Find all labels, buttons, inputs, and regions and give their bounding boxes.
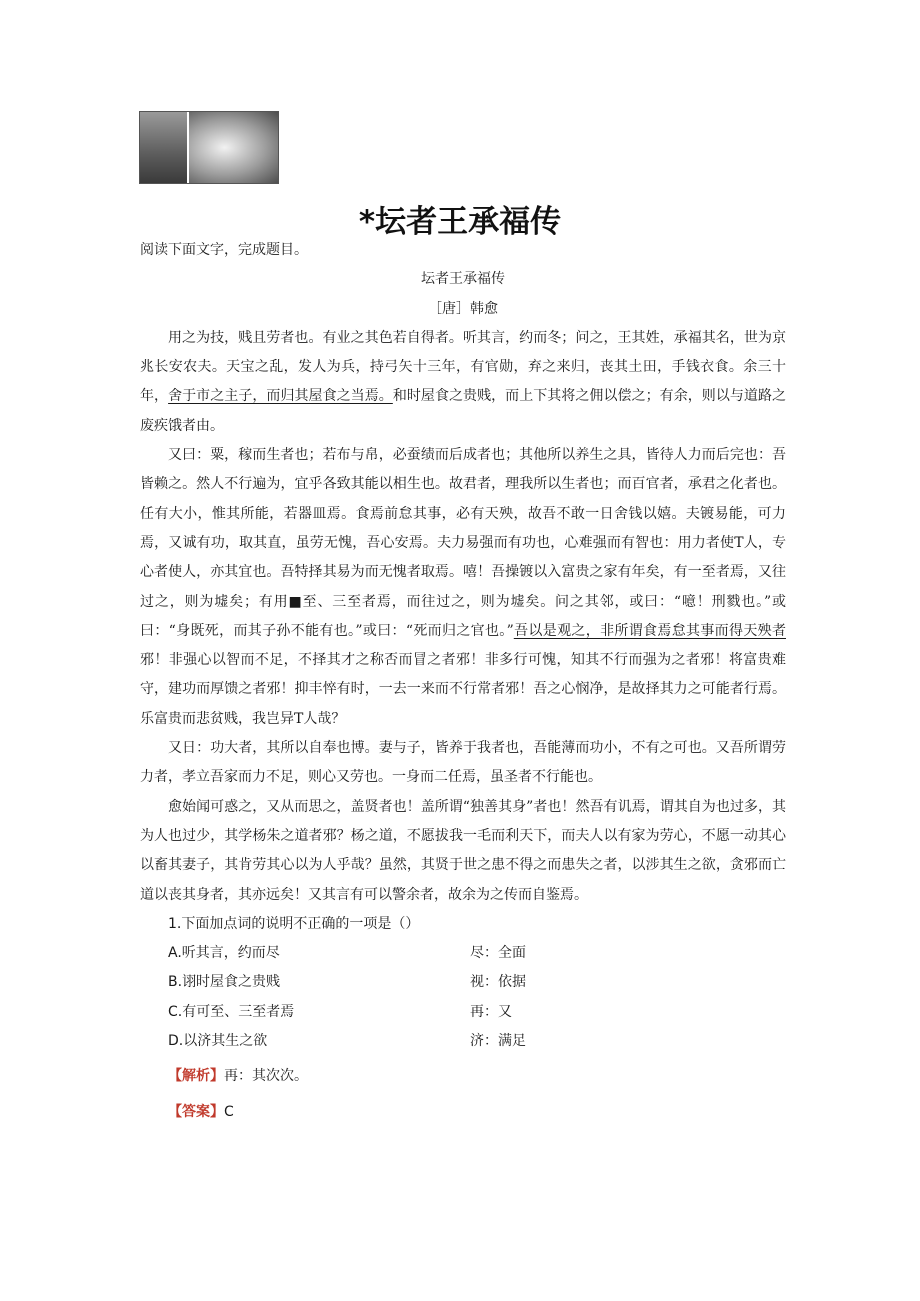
analysis xyxy=(140,1062,786,1091)
paragraph-3: 又日：功大者，其所以自奉也博。妻与子，皆养于我者也，吾能薄而功小，不有之可也。又吾所谓劳力者，孝立吾家而力不足，则心又劳也。一身而二任焉，虽圣者不行能也。 xyxy=(140,740,786,786)
paragraph-1 xyxy=(140,324,786,441)
paragraph-2-text-end: 邪！非强心以智而不足，不择其才之称否而冒之者邪！非多行可愧，知其不行而强为之者邪！将富贵难守，建功而厚馈之者邪！抑丰悴有时，一去一来而不行常者邪！吾之心悯净，是故择其力之可能者行焉。乐富贵而悲贫贱，我岂异T人哉？ xyxy=(140,652,786,727)
option-a xyxy=(140,939,786,968)
paragraph-4: 愈始闻可惑之，又从而思之，盖贤者也！盖所谓“独善其身”者也！然吾有讥焉，谓其自为也过多，其为人也过少，其学杨朱之道者邪？杨之道，不愿拔我一毛而利天下，而夫人以有家为劳心，不愿一动其心以畜其妻子，其肯劳其心以为人乎哉？虽然，其贤于世之患不得之而患失之者，以涉其生之欲，贪邪而亡道以丧其身者，其亦远矣！又其言有可以警余者，故余为之传而自鉴焉。 xyxy=(140,798,786,903)
option-text: 以济其生之欲 xyxy=(183,1033,268,1050)
question-text: .下面加点词的说明不正确的一项是（） xyxy=(176,915,420,932)
paragraph-2-text: 又曰：粟，稼而生者也；若布与帛，必蚕绩而后成者也；其他所以养生之具，皆待人力而后完也：吾皆赖之。然人不行遍为，宜乎各致其能以相生也。故君者，理我所以生者也；而百官者，承君之化者也。任有大小，惟其所能，若器皿焉。食焉前怠其事，必有天殃，故吾不敢一日舍钱以嬉。夫镀易能，可力焉，又诚有功，取其直，虽劳无愧，吾心安焉。夫力易强而有功也，心难强而有智也：用力者使T人，专心者使人，亦其宜也。吾特择其易为而无愧者取焉。嘻！吾操镀以入富贵之家有年矣，有一至者焉，又往过之，则为墟矣；有用■至、三至者焉，而往过之，则为墟矣。问之其邻，或曰：“噫！刑戮也。”或曰：“身既死，而其子孙不能有也。”或曰：“死而归之官也。” xyxy=(140,447,786,639)
option-label: B. xyxy=(168,974,183,991)
option-note: 尽：全面 xyxy=(470,945,526,962)
document-body xyxy=(140,236,786,1127)
option-c xyxy=(140,998,786,1027)
answer-tag: 【答案】 xyxy=(168,1103,224,1120)
answer-text: C xyxy=(224,1103,234,1120)
option-text: 有可至、三至者焉 xyxy=(182,1003,295,1020)
option-d xyxy=(140,1027,786,1056)
paragraph-1-text-end: 和时屋食之贵贱，而上下其将之佣以偿之；有余，则以与道路之废疾饿者由。 xyxy=(140,388,787,434)
option-text: 诩时屋食之贵贱 xyxy=(182,974,281,991)
option-label: A. xyxy=(168,945,182,962)
analysis-text: 再：其次次。 xyxy=(224,1068,308,1085)
option-b xyxy=(140,968,786,997)
illustration-figure-panel xyxy=(140,112,189,183)
option-note: 济：满足 xyxy=(470,1033,526,1050)
option-label: D. xyxy=(168,1033,184,1050)
header-illustration xyxy=(139,111,279,184)
option-note: 再：又 xyxy=(470,1003,512,1020)
instruction: 阅读下面文字，完成题目。 xyxy=(140,242,308,258)
question-number: 1 xyxy=(168,915,177,932)
analysis-tag: 【解析】 xyxy=(168,1068,224,1085)
paragraph-2 xyxy=(140,441,786,734)
illustration-scene-panel xyxy=(189,112,278,183)
underlined-sentence: 吾以是观之，非所谓食焉怠其事而得天殃者 xyxy=(513,622,786,639)
option-note: 视：依据 xyxy=(470,974,526,991)
passage-title: 坛者王承福传 xyxy=(421,271,505,288)
passage-author: ［唐］韩愈 xyxy=(428,300,498,317)
question-stem xyxy=(140,910,786,939)
option-label: C. xyxy=(168,1003,183,1020)
underlined-sentence: 舍于市之主子，而归其屋食之当焉。 xyxy=(168,388,393,405)
paragraph-1-text: 用之为技，贱且劳者也。有业之其色若自得者。听其言，约而冬；问之，王其姓，承福其名，世为京兆长安农夫。天宝之乱，发人为兵，持弓矢十三年，有官勋，弃之来归，丧其土田，手钱衣食。余三十年， xyxy=(140,329,786,405)
document-title: *坛者王承福传 xyxy=(358,204,562,240)
option-text: 听其言，约而尽 xyxy=(181,945,280,962)
answer xyxy=(140,1098,786,1127)
